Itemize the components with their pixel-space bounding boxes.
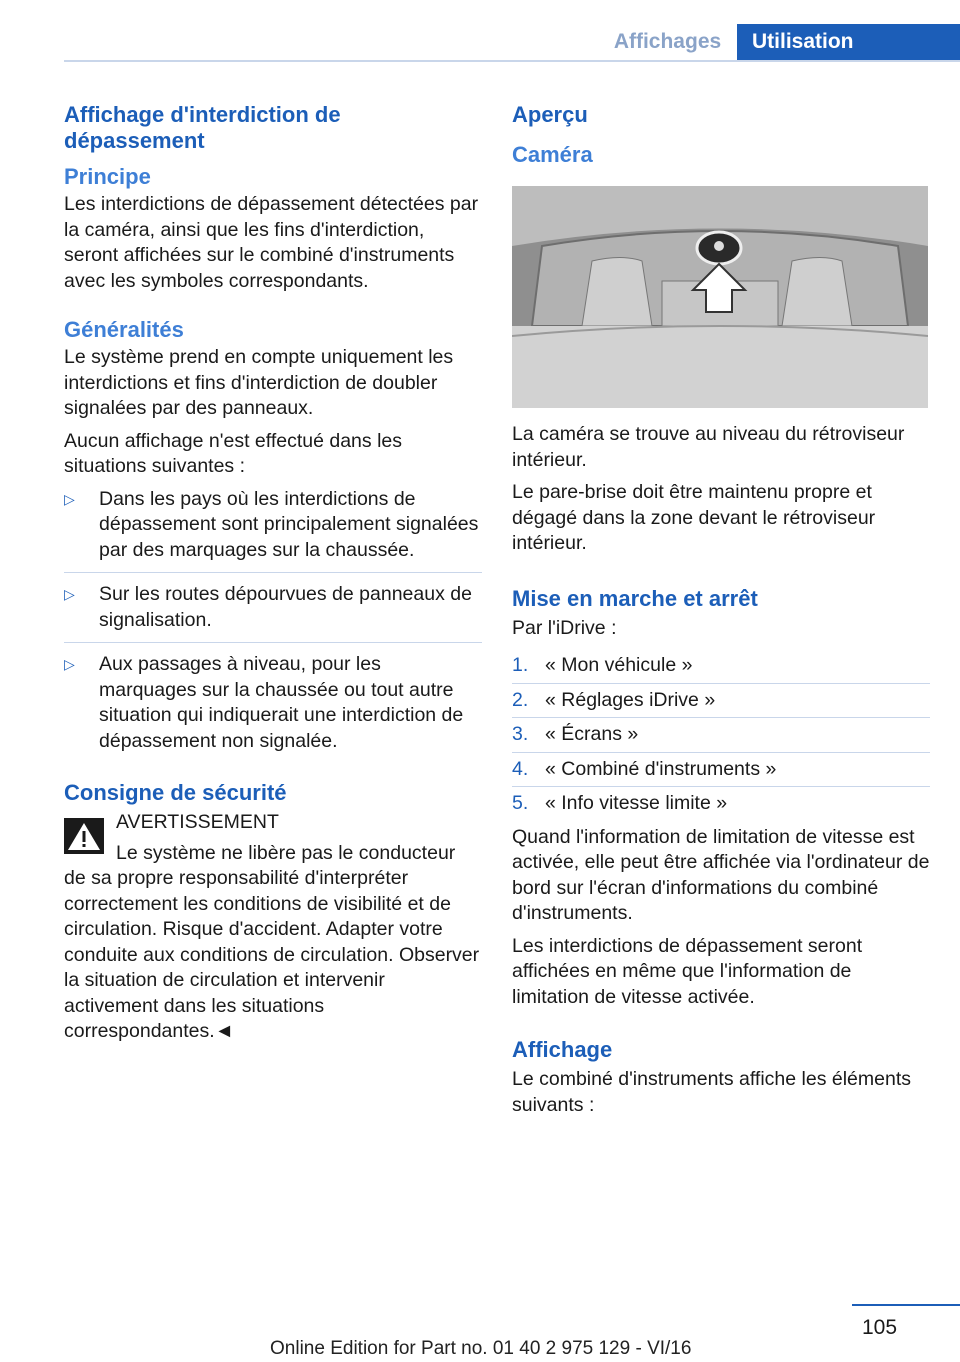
camera-text-1: La caméra se trouve au niveau du rétroviseur intérieur.	[512, 423, 905, 471]
warning-label: AVERTISSEMENT	[116, 811, 279, 833]
list-item: 1. « Mon véhicule »	[512, 653, 930, 684]
right-column	[512, 102, 930, 1125]
warning-text: Le système ne libère pas le conducteur de sa propre responsabilité d'interpréter correctement les conditions de visibilité et de circulation. Risque d'accident. Adapter votre conduite aux conditions de circulation. Observer la situation de circulation et intervenir activement dans les situations correspondantes.◄	[64, 841, 480, 1042]
warning-block	[64, 810, 482, 836]
list-item: ▷ Sur les routes dépourvues de panneaux de signalisation.	[64, 582, 482, 643]
steps-list	[512, 653, 930, 821]
edition-footer: Online Edition for Part no. 01 40 2 975 129 - VI/16	[270, 1338, 692, 1359]
left-column	[64, 102, 482, 1052]
marche-text-1: Quand l'information de limitation de vitesse est activée, elle peut être affichée via l'ordinateur de bord sur l'écran d'informations du combiné d'instruments.	[512, 825, 930, 924]
list-item: ▷ Aux passages à niveau, pour les marquages sur la chaussée ou tout autre situation qui indiquerait une interdiction de dépassement non signalée.	[64, 653, 464, 752]
page-number: 105	[862, 1316, 898, 1339]
principe-text: Les interdictions de dépassement détectées par la caméra, ainsi que les fins d'interdiction, seront affichées sur le combiné d'instruments avec les symboles correspondants.	[64, 193, 479, 292]
principe-heading: Principe	[64, 164, 151, 189]
section-tab[interactable]: Affichages	[613, 30, 722, 53]
camera-illustration	[512, 186, 928, 408]
chapter-tab[interactable]: Utilisation	[737, 24, 960, 60]
list-item: 3. « Écrans »	[512, 722, 930, 753]
apercu-heading: Aperçu	[512, 102, 588, 127]
affichage-heading: Affichage	[512, 1037, 613, 1062]
page-header	[0, 0, 960, 62]
consigne-heading: Consigne de sécurité	[64, 780, 287, 805]
marche-heading: Mise en marche et arrêt	[512, 585, 758, 611]
triangle-bullet-icon: ▷	[64, 656, 75, 672]
list-item: ▷ Dans les pays où les interdictions de dépassement sont principalement signalées par des marquages sur la chaussée.	[64, 487, 482, 574]
camera-text-2: Le pare-brise doit être maintenu propre et dégagé dans la zone devant le rétroviseur intérieur.	[512, 481, 876, 554]
triangle-bullet-icon: ▷	[64, 586, 75, 602]
list-item: 4. « Combiné d'instruments »	[512, 757, 930, 788]
list-item: 5. « Info vitesse limite »	[512, 792, 728, 814]
affichage-text: Le combiné d'instruments affiche les éléments suivants :	[512, 1068, 911, 1116]
list-item: 2. « Réglages iDrive »	[512, 688, 930, 719]
marche-text-2: Les interdictions de dépassement seront affichées en même que l'information de limitation de vitesse activée.	[512, 934, 863, 1008]
triangle-bullet-icon: ▷	[64, 490, 75, 507]
footer-rule	[852, 1304, 960, 1306]
situations-list	[64, 487, 482, 764]
generalites-text-1: Le système prend en compte uniquement les interdictions et fins d'interdiction de doubler signalées par des panneaux.	[64, 346, 454, 419]
section-title: Affichage d'interdiction de dépassement	[64, 102, 341, 153]
marche-intro: Par l'iDrive :	[512, 616, 617, 639]
warning-icon	[64, 818, 104, 854]
header-rule	[64, 60, 960, 62]
generalites-heading: Généralités	[64, 317, 184, 342]
generalites-text-2: Aucun affichage n'est effectué dans les situations suivantes :	[64, 429, 402, 477]
camera-heading: Caméra	[512, 142, 593, 167]
